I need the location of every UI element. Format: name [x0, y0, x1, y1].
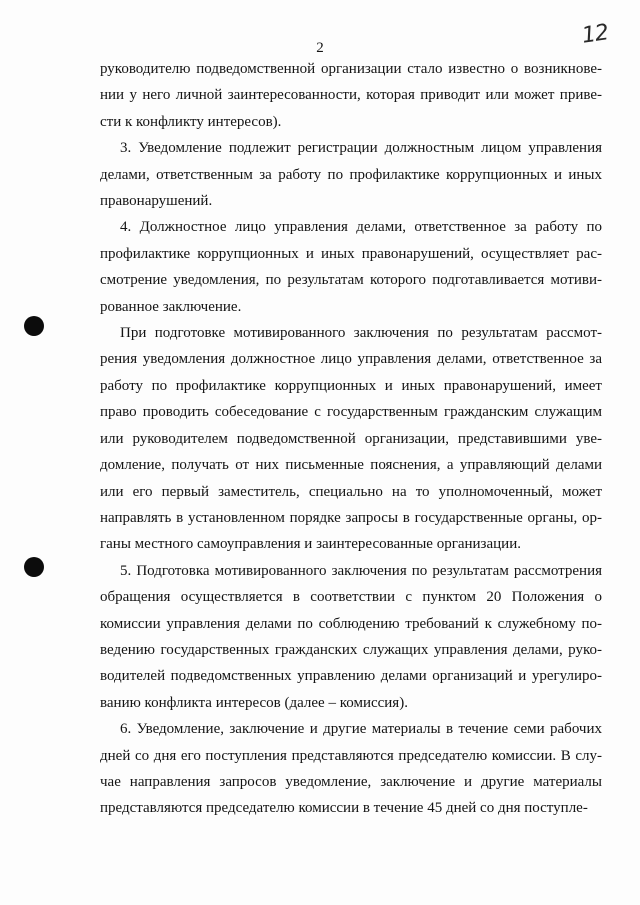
paragraph-item-6: 6. Уведомление, заключение и другие материалы в течение семи рабочих дней со дня его поступления представляются председателю комиссии. В случае направления запросов уведомление, заключение и другие материалы представляются председателю комиссии в течение 45 дней со дня поступле- [100, 721, 602, 817]
handwritten-sheet-number: 12 [580, 20, 610, 49]
punch-hole-mark [24, 316, 44, 336]
paragraph-item-3: 3. Уведомление подлежит регистрации должностным лицом управления делами, ответственным за работу по профилактике коррупционных и иных правонарушений. [100, 140, 602, 210]
paragraph-continuation: руководителю подведомственной организации стало известно о возникновении у него личной заинтересованности, которая приводит или может привести к конфликту интересов). [100, 61, 602, 130]
paragraph-item-5: 5. Подготовка мотивированного заключения по результатам рассмотрения обращения осуществляется в соответствии с пунктом 20 Положения о комиссии управления делами по соблюдению требований к служебному поведению государственных гражданских служащих управления делами, руководителей подведомственных управлению делами организаций и урегулированию конфликта интересов (далее – комиссия). [100, 562, 602, 711]
page-number: 2 [316, 40, 324, 56]
punch-hole-mark [24, 557, 44, 577]
paragraph-item-4: 4. Должностное лицо управления делами, ответственное за работу по профилактике коррупционных и иных правонарушений, осуществляет рассмотрение уведомления, по результатам которого подготавливается мотивированное заключение. [100, 219, 602, 315]
paragraph-item-4-detail: При подготовке мотивированного заключения по результатам рассмотрения уведомления должностное лицо управления делами, ответственное за работу по профилактике коррупционных и иных правонарушений, имеет право проводить собеседование с государственным гражданским служащим или руководителем подведомственной организации, представившими уведомление, получать от них письменные пояснения, а управляющий делами или его первый заместитель, специально на то уполномоченный, может направлять в установленном порядке запросы в государственные органы, органы местного самоуправления и заинтересованные организации. [100, 325, 602, 553]
document-body [100, 56, 602, 822]
